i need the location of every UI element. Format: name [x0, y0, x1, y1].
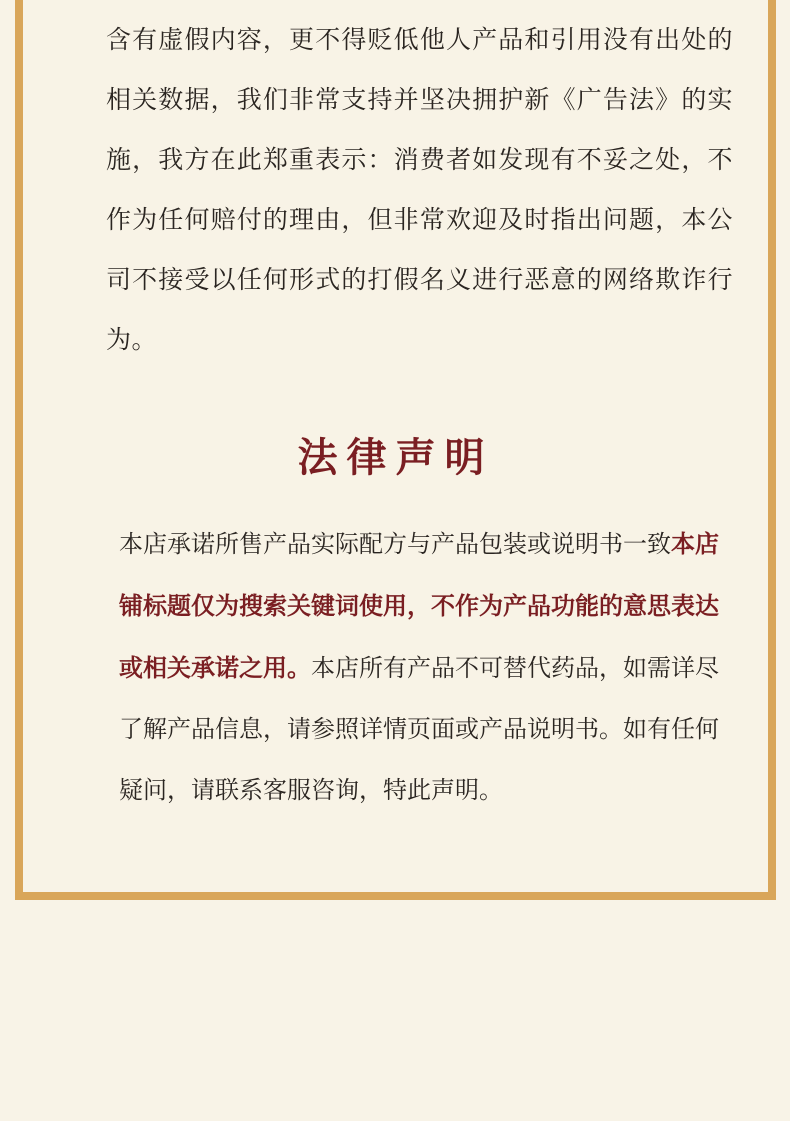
notice-frame	[15, 0, 776, 900]
legal-statement-lead: 本店承诺所售产品实际配方与产品包装或说明书一致	[119, 530, 671, 558]
legal-statement-title: 法律声明	[297, 434, 494, 481]
legal-statement-highlight: 本店铺标题仅为搜索关键词使用，不作为产品功能的意思表达或相关承诺之用。	[119, 529, 719, 682]
legal-statement-body	[119, 513, 719, 821]
legal-statement-rest: 本店所有产品不可替代药品，如需详尽了解产品信息，请参照详情页面或产品说明书。如有任何疑问，请联系客服咨询，特此声明。	[119, 654, 719, 804]
advertising-law-notice: 含有虚假内容，更不得贬低他人产品和引用没有出处的相关数据，我们非常支持并坚决拥护新《广告法》的实施，我方在此郑重表示：消费者如发现有不妥之处，不作为任何赔付的理由，但非常欢迎及时指出问题，本公司不接受以任何形式的打假名义进行恶意的网络欺诈行为。	[106, 25, 733, 354]
